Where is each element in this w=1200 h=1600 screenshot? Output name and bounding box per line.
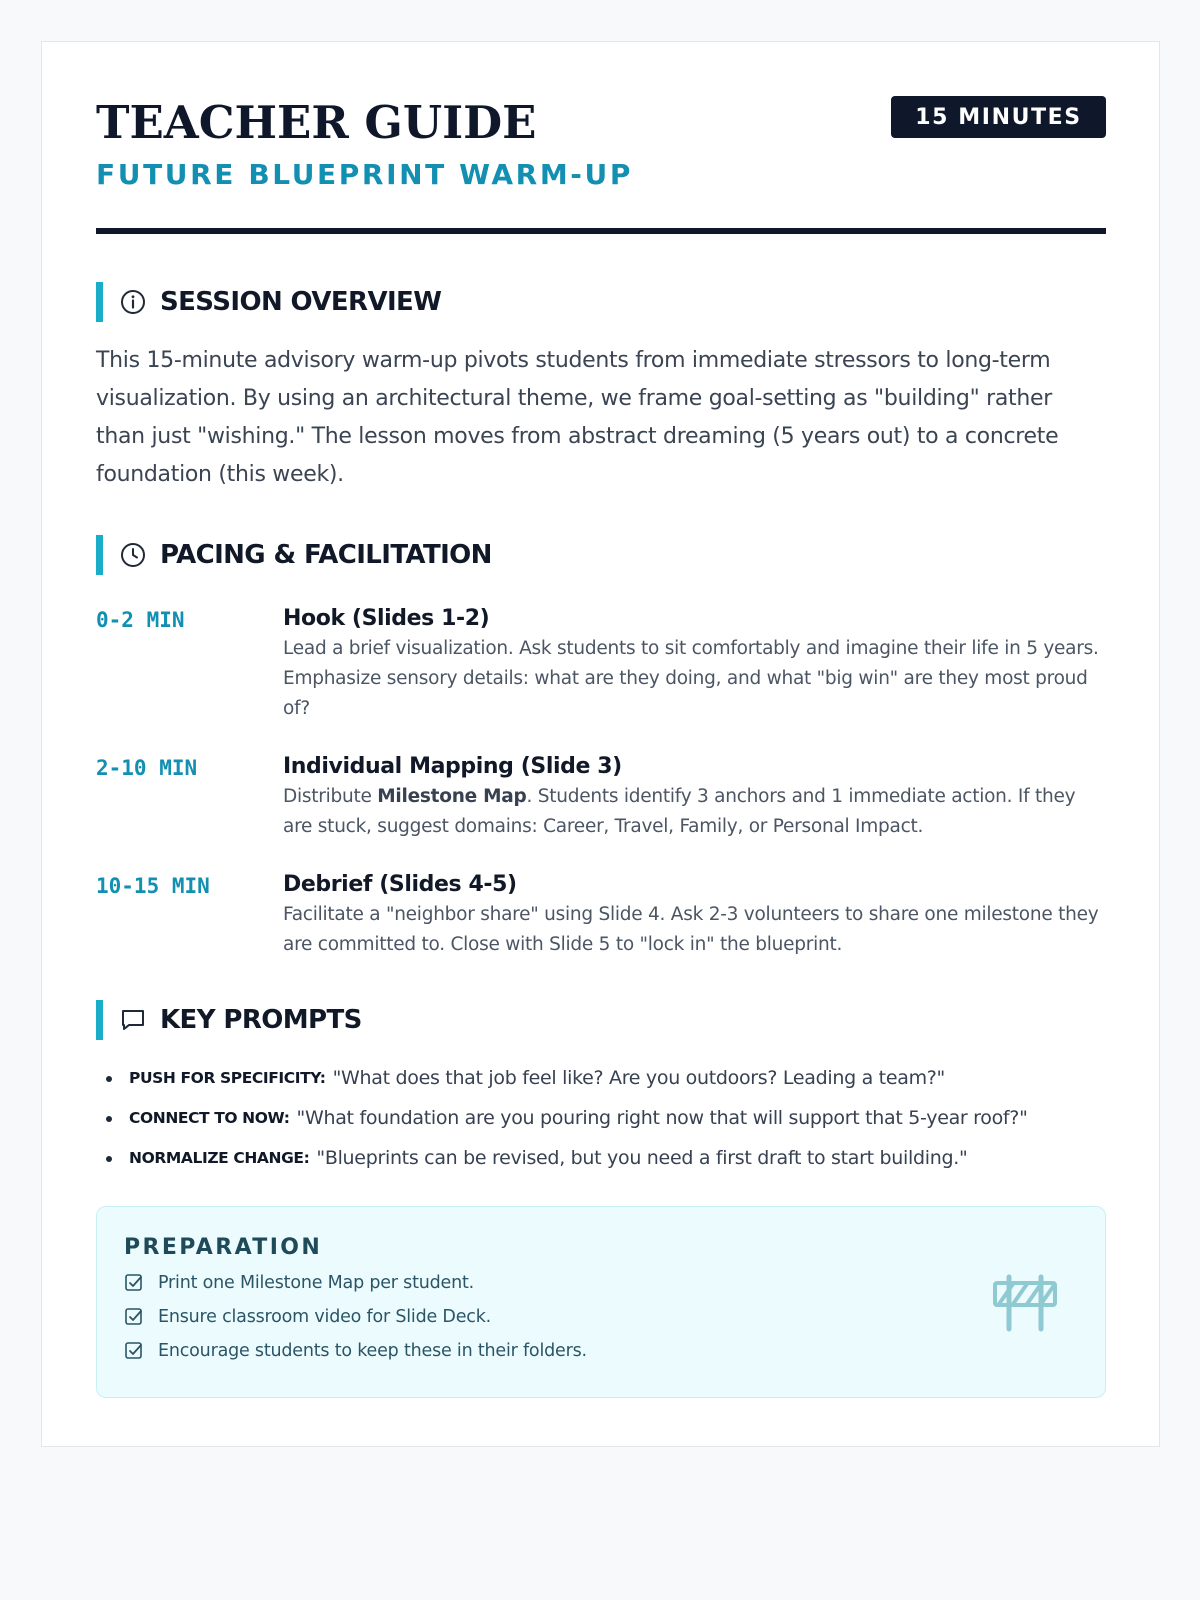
pacing-time: 0-2 MIN — [96, 608, 185, 632]
pacing-description-prefix: Distribute — [283, 786, 378, 807]
section-heading-pacing — [96, 535, 1106, 575]
section-heading-label: PACING & FACILITATION — [160, 540, 492, 570]
pacing-row — [96, 870, 1106, 960]
list-item — [96, 1058, 1106, 1098]
prompts-list — [96, 1058, 1106, 1178]
preparation-item-text: Print one Milestone Map per student. — [158, 1273, 475, 1293]
pacing-description: Lead a brief visualization. Ask students to sit comfortably and imagine their life in 5 years. Emphasize sensory details: what are they doing, and what "big win" are they most proud of? — [283, 638, 1099, 719]
checkbox-checked-icon — [124, 1273, 144, 1293]
preparation-item-text: Ensure classroom video for Slide Deck. — [158, 1307, 491, 1327]
clock-icon — [120, 542, 146, 568]
pacing-description — [283, 782, 1106, 842]
pacing-body — [283, 870, 1106, 960]
pacing-time: 2-10 MIN — [96, 756, 198, 780]
header-divider — [96, 228, 1106, 234]
preparation-item — [124, 1334, 1078, 1368]
checkbox-checked-icon — [124, 1341, 144, 1361]
milestone-map-emphasis: Milestone Map — [377, 786, 527, 807]
guide-page — [41, 41, 1160, 1447]
pacing-description-suffix: . Students identify 3 anchors and 1 immediate action. If they are stuck, suggest domains: Career, Travel, Family, or Personal Impact. — [283, 786, 1076, 837]
prompt-key: PUSH FOR SPECIFICITY: — [129, 1069, 326, 1087]
duration-badge: 15 MINUTES — [891, 96, 1106, 138]
prompt-key: NORMALIZE CHANGE: — [129, 1149, 310, 1167]
section-heading-overview — [96, 282, 1106, 322]
overview-paragraph: This 15-minute advisory warm-up pivots students from immediate stressors to long-term visualization. By using an architectural theme, we frame goal-setting as "building" rather than just "wishing." The lesson moves from abstract dreaming (5 years out) to a concrete foundation (this week). — [96, 348, 1059, 487]
guide-content — [96, 96, 1106, 1398]
pacing-body — [283, 604, 1106, 724]
speech-bubble-icon — [120, 1007, 146, 1033]
section-heading-prompts — [96, 1000, 1106, 1040]
list-item — [96, 1138, 1106, 1178]
section-heading-label: SESSION OVERVIEW — [160, 287, 442, 317]
page-subtitle: FUTURE BLUEPRINT WARM-UP — [96, 158, 633, 191]
header — [96, 96, 1106, 282]
page-title: TEACHER GUIDE — [96, 96, 537, 149]
pacing-title: Debrief (Slides 4-5) — [283, 872, 517, 897]
prompt-text: "What foundation are you pouring right now that will support that 5-year roof?" — [296, 1107, 1028, 1129]
preparation-box — [96, 1206, 1106, 1398]
section-heading-label: KEY PROMPTS — [160, 1005, 362, 1035]
prompt-key: CONNECT TO NOW: — [129, 1109, 290, 1127]
preparation-item-text: Encourage students to keep these in their folders. — [158, 1341, 587, 1361]
preparation-heading: PREPARATION — [124, 1235, 323, 1260]
pacing-description: Facilitate a "neighbor share" using Slide 4. Ask 2-3 volunteers to share one milestone they are committed to. Close with Slide 5 to "lock in" the blueprint. — [283, 904, 1099, 955]
pacing-row — [96, 604, 1106, 724]
pacing-row — [96, 752, 1106, 842]
prompt-text: "What does that job feel like? Are you outdoors? Leading a team?" — [332, 1067, 945, 1089]
info-icon — [120, 289, 146, 315]
prompt-text: "Blueprints can be revised, but you need a first draft to start building." — [316, 1147, 968, 1169]
checkbox-checked-icon — [124, 1307, 144, 1327]
pacing-body — [283, 752, 1106, 842]
preparation-item — [124, 1300, 1078, 1334]
pacing-time: 10-15 MIN — [96, 874, 210, 898]
preparation-item — [124, 1266, 1078, 1300]
list-item — [96, 1098, 1106, 1138]
pacing-title: Hook (Slides 1-2) — [283, 606, 490, 631]
pacing-title: Individual Mapping (Slide 3) — [283, 754, 622, 779]
construction-barrier-icon — [993, 1273, 1057, 1333]
